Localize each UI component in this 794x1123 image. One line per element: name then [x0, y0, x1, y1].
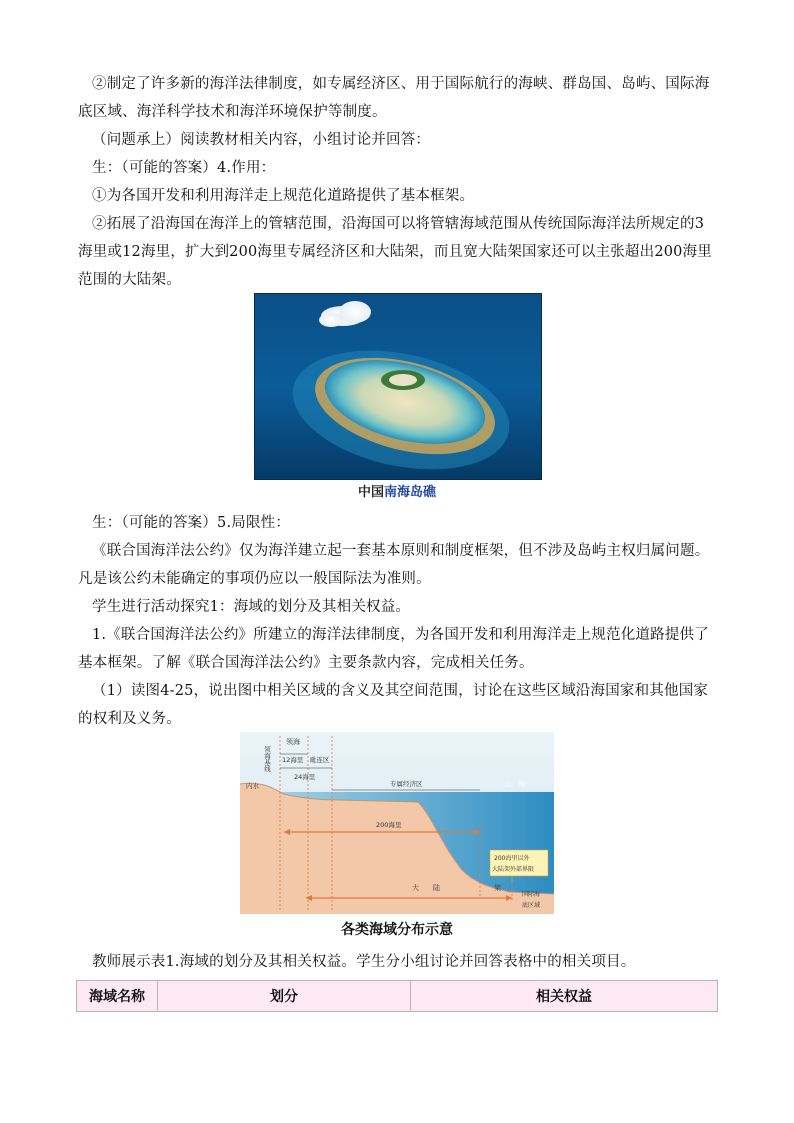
continental-label: 大 陆 — [412, 884, 440, 892]
paragraph-activity: 学生进行活动探究1：海域的划分及其相关权益。 — [92, 599, 411, 615]
seabed-label-1: 国际海 — [522, 891, 541, 898]
paragraph-new-legal-systems: ②制定了许多新的海洋法律制度，如专属经济区、用于国际航行的海峡、群岛国、岛屿、国际海底区域、海洋科学技术和海洋环境保护等制度。 — [78, 76, 710, 120]
shelf-beyond-label-2: 大陆架外部界限 — [492, 866, 535, 873]
paragraph-teacher-table: 教师展示表1.海域的划分及其相关权益。学生分小组讨论并回答表格中的相关项目。 — [92, 954, 636, 970]
figure2-caption: 各类海域分布示意 — [341, 922, 453, 938]
paragraph-answer-limitation: 生：（可能的答案）5.局限性： — [92, 515, 291, 531]
sea-zones-table — [76, 980, 718, 1012]
paragraph-question: （问题承上）阅读教材相关内容，小组讨论并回答： — [92, 132, 431, 148]
paragraph-answer-function: 生：（可能的答案）4.作用： — [92, 160, 276, 176]
seabed-label-2: 底区域 — [522, 902, 541, 909]
nm12-label: 12海里 — [282, 756, 304, 764]
paragraph-task-1-1: （1）读图4-25，说出图中相关区域的含义及其空间范围，讨论在这些区域沿海国家和其他国家的权利及义务。 — [78, 683, 709, 727]
nm24-label: 24海里 — [294, 773, 316, 781]
figure1-caption-link[interactable]: 南海岛礁 — [384, 485, 437, 500]
island-photo — [254, 293, 542, 480]
shelf-beyond-label-1: 200海里以外 — [494, 855, 530, 862]
territorial-sea-label: 领海 — [286, 738, 300, 746]
paragraph-function-1: ①为各国开发和利用海洋走上规范化道路提供了基本框架。 — [92, 188, 475, 204]
table-header-rights: 相关权益 — [411, 981, 718, 1012]
internal-waters-label: 内水 — [246, 782, 259, 790]
baseline-label: 领海基线 — [263, 746, 271, 772]
figure1-caption — [0, 481, 794, 500]
table-header-zone-name: 海域名称 — [77, 981, 158, 1012]
table-header-row — [77, 981, 718, 1012]
paragraph-task-1: 1.《联合国海洋法公约》所建立的海洋法律制度，为各国开发和利用海洋走上规范化道路提供了基本框架。了解《联合国海洋法公约》主要条款内容，完成相关任务。 — [78, 627, 709, 671]
high-seas-label: 公 海 — [504, 780, 525, 788]
figure1-caption-prefix: 中国 — [357, 485, 384, 500]
paragraph-function-2: ②拓展了沿海国在海洋上的管辖范围，沿海国可以将管辖海域范围从传统国际海洋法所规定的3海里或12海里，扩大到200海里专属经济区和大陆架，而且宽大陆架国家还可以主张超出200海里范围的大陆架。 — [78, 216, 712, 288]
shelf-char-label: 架 — [494, 884, 501, 892]
contiguous-zone-label: 毗连区 — [310, 756, 330, 764]
nm200-label: 200海里 — [376, 821, 402, 829]
sea-zones-diagram — [240, 732, 554, 914]
paragraph-limitation: 《联合国海洋法公约》仅为海洋建立起一套基本原则和制度框架，但不涉及岛屿主权归属问题。凡是该公约未能确定的事项仍应以一般国际法为准则。 — [78, 543, 710, 587]
table-header-division: 划分 — [158, 981, 411, 1012]
eez-label: 专属经济区 — [390, 780, 423, 788]
